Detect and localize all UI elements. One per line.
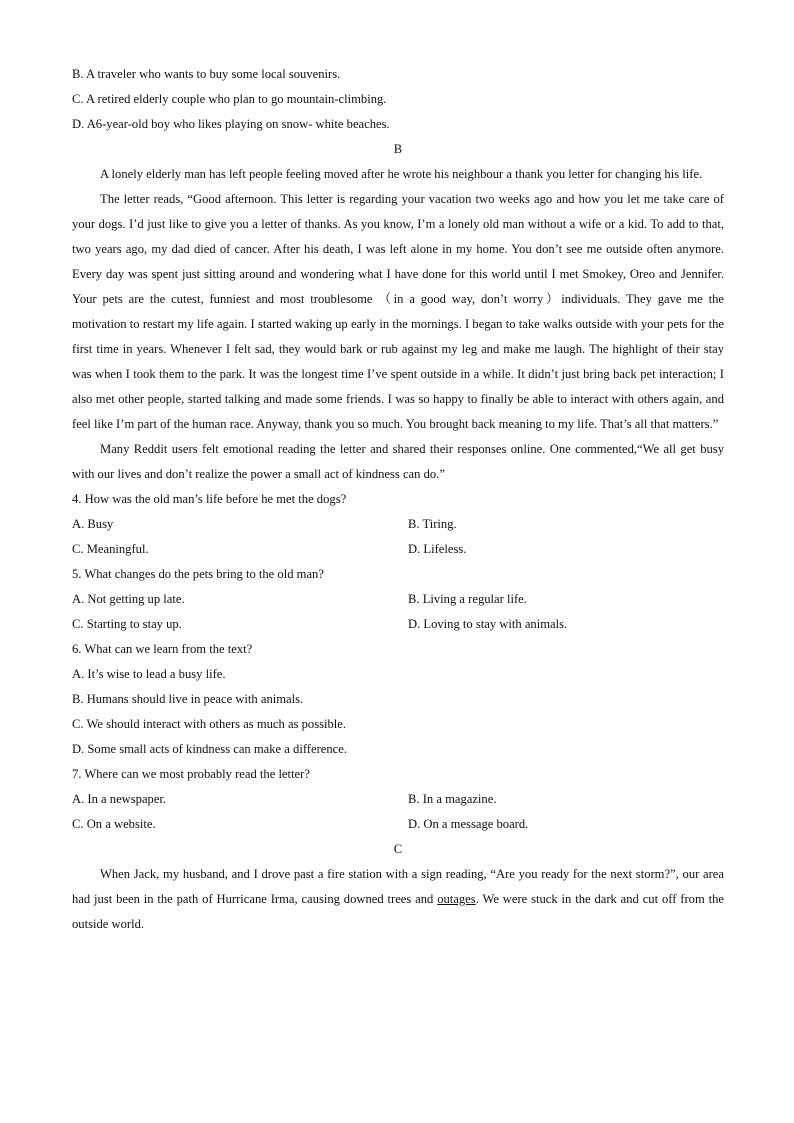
passage-b-paragraph-3: Many Reddit users felt emotional reading the letter and shared their responses online. One commented,“We all get busy with our lives and don’t realize the power a small act of kindness can do.”	[72, 442, 724, 481]
question-4-options-row-2	[72, 537, 724, 562]
passage-c-text-after: . We were stuck in the dark and cut off from the outside world.	[72, 892, 724, 931]
question-5-stem: 5. What changes do the pets bring to the old man?	[72, 567, 324, 581]
section-c-passage	[72, 862, 724, 937]
question-5-options-row-2	[72, 612, 724, 637]
question-6-stem: 6. What can we learn from the text?	[72, 642, 253, 656]
section-b-passage	[72, 162, 724, 487]
section-b-heading: B	[393, 142, 403, 156]
passage-c-paragraph-1	[72, 862, 724, 937]
passage-b-paragraph-1: A lonely elderly man has left people feeling moved after he wrote his neighbour a thank you letter for changing his life.	[100, 167, 703, 181]
question-4-option-c: C. Meaningful.	[72, 542, 149, 556]
question-7-option-d: D. On a message board.	[408, 817, 529, 831]
passage-b-paragraph-2: The letter reads, “Good afternoon. This letter is regarding your vacation two weeks ago and how you let me take care of your dogs. I’d just like to give you a letter of thanks. As you know, I’m a lonely old man without a wife or a kid. To add to that, two years ago, my dad died of cancer. After his death, I was left alone in my home. You don’t see me outside often anymore. Every day was spent just sitting around and wondering what I have done for this world until I met Smokey, Oreo and Jennifer. Your pets are the cutest, funniest and most troublesome （in a good way, don’t worry）individuals. They gave me the motivation to restart my life again. I started waking up early in the mornings. I began to take walks outside with your pets for the first time in years. Whenever I felt sad, they would bark or rub against my leg and make me laugh. The highlight of their stay was when I took them to the park. It was the longest time I’ve spent outside in a while. It didn’t just bring back pet interaction; I also met other people, started talking and made some friends. I was so happy to finally be able to interact with others again, and feel like I’m part of the human race. Anyway, thank you so much. You brought back meaning to my life. That’s all that matters.”	[72, 192, 724, 431]
prev-option-d: D. A6-year-old boy who likes playing on snow- white beaches.	[72, 117, 390, 131]
question-7-options-row-2	[72, 812, 724, 837]
passage-c-underlined-word: outages	[437, 892, 476, 906]
question-6-option-c: C. We should interact with others as much as possible.	[72, 717, 347, 731]
question-7-options-row-1	[72, 787, 724, 812]
prev-option-b: B. A traveler who wants to buy some local souvenirs.	[72, 67, 341, 81]
question-5-option-a: A. Not getting up late.	[72, 592, 185, 606]
question-7-stem: 7. Where can we most probably read the letter?	[72, 767, 310, 781]
question-7-option-a: A. In a newspaper.	[72, 792, 167, 806]
question-4-option-d: D. Lifeless.	[408, 542, 467, 556]
question-6-option-b: B. Humans should live in peace with animals.	[72, 692, 304, 706]
question-5-option-b: B. Living a regular life.	[408, 592, 527, 606]
passage-c-text-before: When Jack, my husband, and I drove past a fire station with a sign reading, “Are you ready for the next storm?”, our area had just been in the path of Hurricane Irma, causing downed trees and	[72, 867, 724, 906]
document-page	[72, 62, 724, 937]
question-4-stem: 4. How was the old man’s life before he met the dogs?	[72, 492, 347, 506]
section-c-heading: C	[393, 842, 403, 856]
question-4-options-row-1	[72, 512, 724, 537]
question-7-option-b: B. In a magazine.	[408, 792, 497, 806]
question-7-option-c: C. On a website.	[72, 817, 156, 831]
question-5-option-d: D. Loving to stay with animals.	[408, 617, 568, 631]
question-6-option-a: A. It’s wise to lead a busy life.	[72, 667, 226, 681]
question-5-option-c: C. Starting to stay up.	[72, 617, 182, 631]
prev-option-c: C. A retired elderly couple who plan to go mountain-climbing.	[72, 92, 387, 106]
question-4-option-a: A. Busy	[72, 517, 114, 531]
question-4-option-b: B. Tiring.	[408, 517, 457, 531]
question-6-option-d: D. Some small acts of kindness can make a difference.	[72, 742, 347, 756]
question-5-options-row-1	[72, 587, 724, 612]
